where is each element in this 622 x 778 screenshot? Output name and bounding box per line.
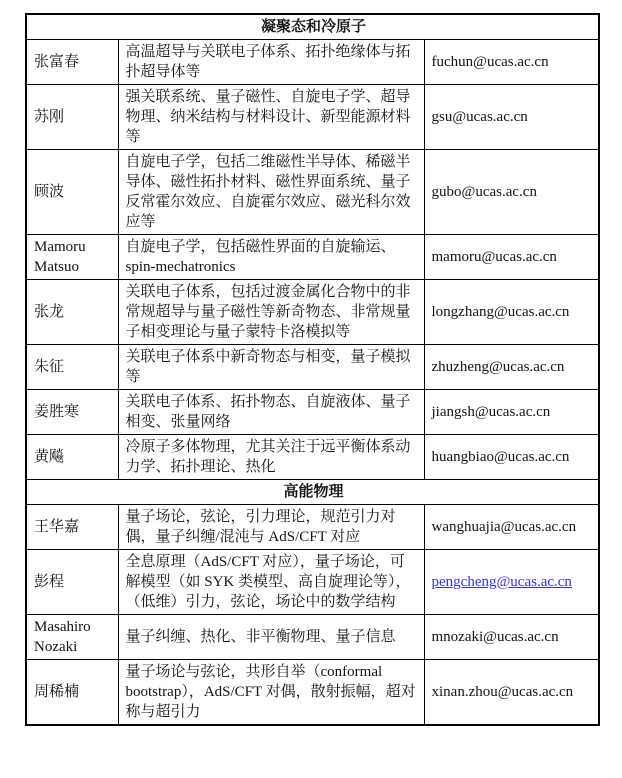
research-areas: 全息原理（AdS/CFT 对应），量子场论，可解模型（如 SYK 类模型、高自旋理论等），（低维）引力，弦论，场论中的数学结构 [118, 550, 424, 615]
email-text: huangbiao@ucas.ac.cn [431, 449, 570, 465]
member-name: 周稀楠 [26, 660, 118, 726]
section-header-row [26, 14, 599, 40]
faculty-table-body [26, 14, 599, 725]
research-areas: 关联电子体系，包括过渡金属化合物中的非常规超导与量子磁性等新奇物态、非常规量子相变理论与量子蒙特卡洛模拟等 [118, 280, 424, 345]
research-areas: 冷原子多体物理，尤其关注于远平衡体系动力学、拓扑理论、热化 [118, 435, 424, 480]
research-areas: 量子纠缠、热化、非平衡物理、量子信息 [118, 615, 424, 660]
member-name: 苏刚 [26, 85, 118, 150]
email-link[interactable]: pengcheng@ucas.ac.cn [431, 574, 572, 590]
email-cell [424, 550, 599, 615]
research-areas: 自旋电子学，包括磁性界面的自旋输运、spin-mechatronics [118, 235, 424, 280]
email-cell [424, 660, 599, 726]
faculty-row [26, 435, 599, 480]
email-cell [424, 40, 599, 85]
member-name: Mamoru Matsuo [26, 235, 118, 280]
faculty-row [26, 615, 599, 660]
member-name: 张富春 [26, 40, 118, 85]
research-areas: 关联电子体系、拓扑物态、自旋液体、量子相变、张量网络 [118, 390, 424, 435]
research-areas: 自旋电子学，包括二维磁性半导体、稀磁半导体、磁性拓扑材料、磁性界面系统、量子反常霍尔效应、自旋霍尔效应、磁光科尔效应等 [118, 150, 424, 235]
member-name: 朱征 [26, 345, 118, 390]
section-header: 高能物理 [26, 480, 599, 505]
faculty-row [26, 345, 599, 390]
faculty-row [26, 235, 599, 280]
member-name: 顾波 [26, 150, 118, 235]
email-text: fuchun@ucas.ac.cn [431, 54, 549, 70]
faculty-row [26, 550, 599, 615]
section-header: 凝聚态和冷原子 [26, 14, 599, 40]
member-name: Masahiro Nozaki [26, 615, 118, 660]
email-text: mnozaki@ucas.ac.cn [431, 629, 559, 645]
member-name: 张龙 [26, 280, 118, 345]
email-text: xinan.zhou@ucas.ac.cn [431, 684, 574, 700]
research-areas: 高温超导与关联电子体系、拓扑绝缘体与拓扑超导体等 [118, 40, 424, 85]
faculty-row [26, 85, 599, 150]
email-text: gsu@ucas.ac.cn [431, 109, 528, 125]
faculty-table [25, 13, 600, 726]
section-header-row [26, 480, 599, 505]
faculty-row [26, 660, 599, 726]
member-name: 黄飚 [26, 435, 118, 480]
research-areas: 关联电子体系中新奇物态与相变，量子模拟等 [118, 345, 424, 390]
faculty-row [26, 280, 599, 345]
email-text: longzhang@ucas.ac.cn [431, 304, 570, 320]
research-areas: 量子场论，弦论，引力理论，规范引力对偶，量子纠缠/混沌与 AdS/CFT 对应 [118, 505, 424, 550]
email-cell [424, 150, 599, 235]
email-text: jiangsh@ucas.ac.cn [431, 404, 551, 420]
email-text: gubo@ucas.ac.cn [431, 184, 537, 200]
member-name: 彭程 [26, 550, 118, 615]
faculty-row [26, 390, 599, 435]
email-cell [424, 345, 599, 390]
email-cell [424, 85, 599, 150]
email-text: zhuzheng@ucas.ac.cn [431, 359, 565, 375]
member-name: 王华嘉 [26, 505, 118, 550]
email-text: mamoru@ucas.ac.cn [431, 249, 557, 265]
email-cell [424, 235, 599, 280]
faculty-row [26, 505, 599, 550]
email-text: wanghuajia@ucas.ac.cn [431, 519, 577, 535]
faculty-row [26, 150, 599, 235]
email-cell [424, 390, 599, 435]
email-cell [424, 615, 599, 660]
email-cell [424, 505, 599, 550]
email-cell [424, 280, 599, 345]
research-areas: 强关联系统、量子磁性、自旋电子学、超导物理、纳米结构与材料设计、新型能源材料等 [118, 85, 424, 150]
faculty-row [26, 40, 599, 85]
research-areas: 量子场论与弦论，共形自举（conformal bootstrap），AdS/CFT 对偶，散射振幅，超对称与超引力 [118, 660, 424, 726]
email-cell [424, 435, 599, 480]
member-name: 姜胜寒 [26, 390, 118, 435]
